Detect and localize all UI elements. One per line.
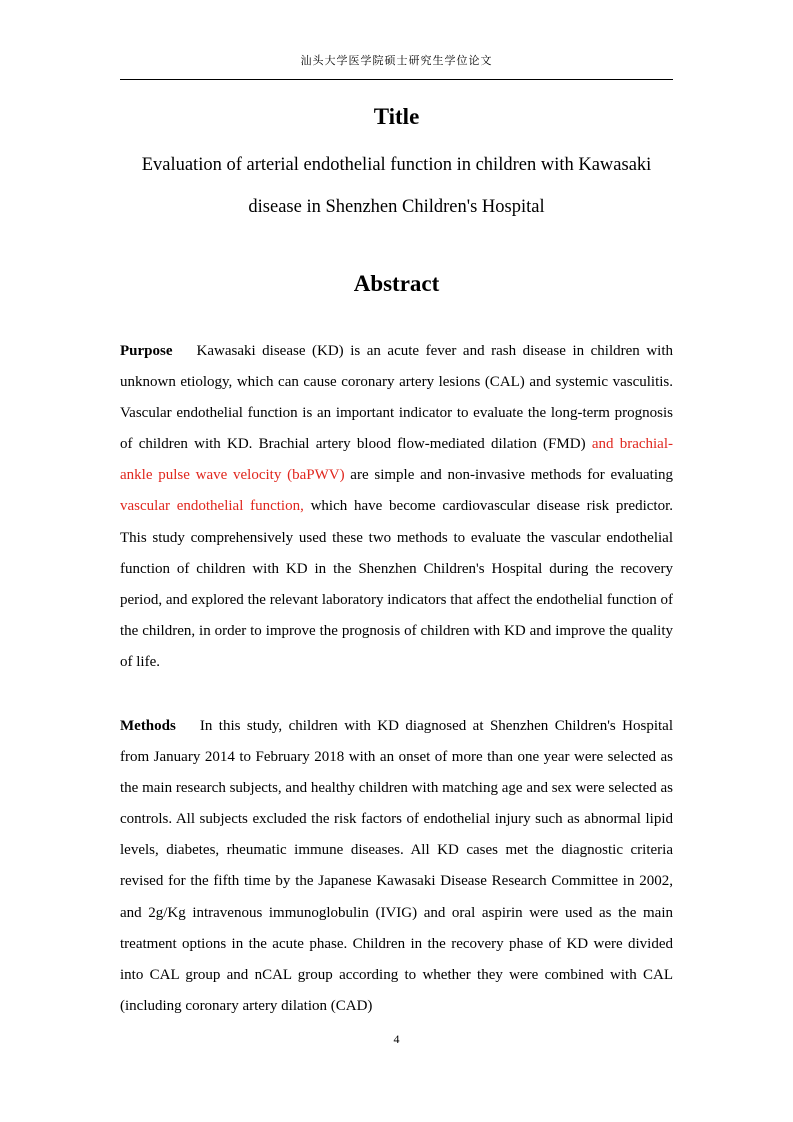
thesis-title: Evaluation of arterial endothelial function in children with Kawasaki disease in Shenzhen Children's Hospital [141, 155, 652, 217]
header-rule [120, 79, 673, 80]
running-header: 汕头大学医学院硕士研究生学位论文 [300, 54, 493, 67]
purpose-text-part1: Kawasaki disease (KD) is an acute fever and rash disease in children with unknown etiology, which can cause coronary artery lesions (CAL) and systemic vasculitis. Vascular endothelial function is an important indicator to evaluate the long-term prognosis of children with KD. Brachial artery blood flow-mediated dilation (FMD) [120, 343, 673, 453]
methods-paragraph [120, 711, 673, 1022]
abstract-heading: Abstract [353, 271, 440, 296]
purpose-highlight-1: and brachial-ankle pulse wave velocity (baPWV) [120, 436, 674, 484]
purpose-text-part3: which have become cardiovascular disease risk predictor. This study comprehensively used these two methods to evaluate the vascular endothelial function of children with KD in the Shenzhen Children's Hospital during the recovery period, and explored the relevant laboratory indicators that affect the endothelial function of the children, in order to improve the prognosis of children with KD and improve the quality of life. [120, 498, 673, 670]
purpose-paragraph [120, 336, 673, 678]
page-number: 4 [393, 1032, 400, 1046]
purpose-highlight-2: vascular endothelial function, [120, 498, 304, 515]
title-heading: Title [373, 104, 420, 129]
methods-text: In this study, children with KD diagnosed at Shenzhen Children's Hospital from January 2014 to February 2018 with an onset of more than one year were selected as the main research subjects, and healthy children with matching age and sex were selected as controls. All subjects excluded the risk factors of endothelial injury such as abnormal lipid levels, diabetes, rheumatic immune diseases. All KD cases met the diagnostic criteria revised for the fifth time by the Japanese Kawasaki Disease Research Committee in 2002, and 2g/Kg intravenous immunoglobulin (IVIG) and oral aspirin were used as the main treatment options in the acute phase. Children in the recovery phase of KD were divided into CAL group and nCAL group according to whether they were combined with CAL (including coronary artery dilation (CAD) [120, 718, 673, 1014]
purpose-label: Purpose [120, 343, 173, 359]
methods-label: Methods [120, 718, 176, 734]
purpose-text-part2: are simple and non-invasive methods for evaluating [344, 467, 673, 484]
